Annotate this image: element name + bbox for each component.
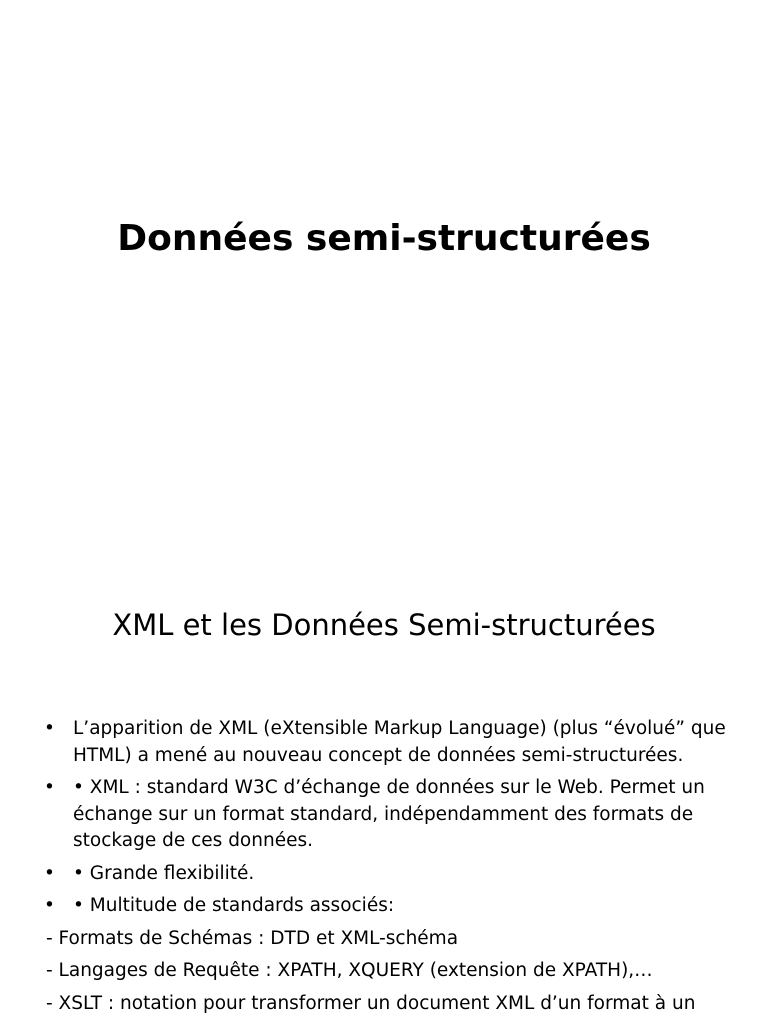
bullet-text: • XML : standard W3C d’échange de données sur le Web. Permet un échange sur un format standard, indépendamment des formats de stockage de ces données. (73, 777, 705, 851)
bullet-item (44, 861, 734, 888)
bullet-text: • Multitude de standards associés: (73, 895, 395, 916)
section-heading: XML et les Données Semi-structurées (112, 608, 656, 642)
bullet-icon: • (44, 777, 55, 798)
bullet-list (44, 716, 734, 920)
bullet-text: • Grande flexibilité. (73, 862, 255, 884)
bullet-text: L’apparition de XML (eXtensible Markup Language) (plus “évolué” que HTML) a mené au nouveau concept de données semi-structurées. (73, 718, 726, 766)
bullet-icon: • (44, 895, 55, 916)
bullet-item (44, 775, 734, 855)
slide-body (44, 716, 734, 1023)
bullet-icon: • (44, 862, 55, 884)
dash-line: - Langages de Requête : XPATH, XQUERY (extension de XPATH),… (46, 960, 653, 981)
dash-line: - XSLT : notation pour transformer un document XML d’un format à un (46, 992, 696, 1014)
dash-line: - Formats de Schémas : DTD et XML-schéma (46, 927, 459, 949)
bullet-item (44, 716, 734, 769)
slide-title: Données semi-structurées (117, 218, 651, 259)
bullet-icon: • (44, 718, 55, 739)
bullet-item (44, 893, 734, 920)
